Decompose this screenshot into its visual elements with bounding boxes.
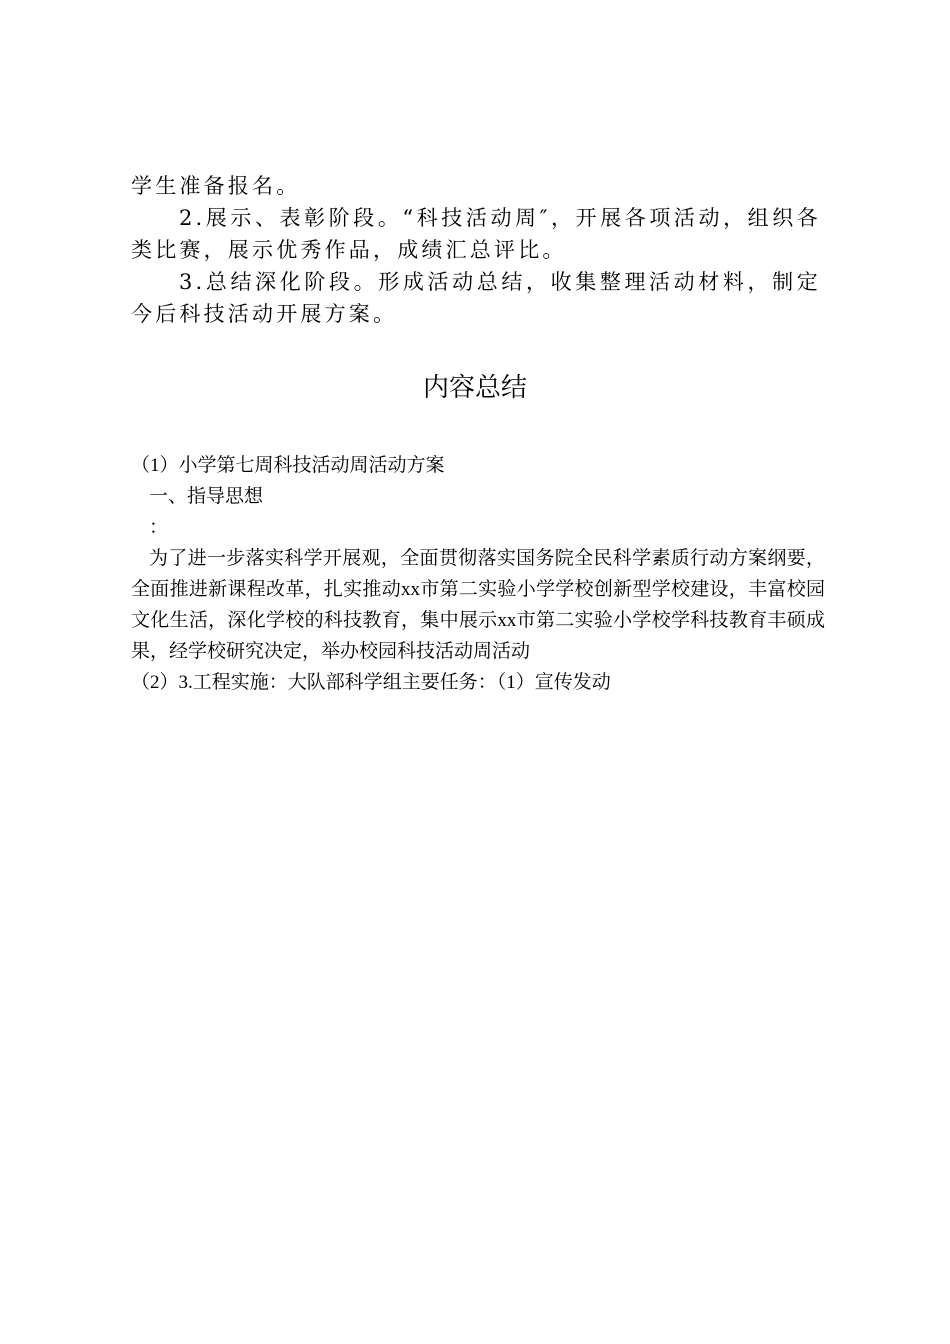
summary-paragraph: 为了进一步落实科学开展观，全面贯彻落实国务院全民科学素质行动方案纲要，全面推进新课程改革，扎实推动xx市第二实验小学学校创新型学校建设，丰富校园文化生活，深化学校的科技教育，集中展示xx市第二实验小学校学科技教育丰硕成果，经学校研究决定，举办校园科技活动周活动 <box>131 548 825 662</box>
plan-continuation <box>131 170 821 330</box>
summary-item-2: （2）3.工程实施：大队部科学组主要任务：（1）宣传发动 <box>131 672 611 693</box>
colon-line: ： <box>149 517 169 538</box>
stage-2-paragraph: 2.展示、表彰阶段。“科技活动周″，开展各项活动，组织各类比赛，展示优秀作品，成绩汇总评比。 <box>131 206 821 262</box>
summary-item-1: （1）小学第七周科技活动周活动方案 <box>131 455 445 476</box>
stage-3-paragraph: 3.总结深化阶段。形成活动总结，收集整理活动材料，制定今后科技活动开展方案。 <box>131 270 821 326</box>
summary-title: 内容总结 <box>422 373 527 403</box>
guiding-ideology-heading: 一、指导思想 <box>149 486 264 507</box>
summary-content <box>131 450 825 698</box>
line-registration: 学生准备报名。 <box>131 174 301 198</box>
